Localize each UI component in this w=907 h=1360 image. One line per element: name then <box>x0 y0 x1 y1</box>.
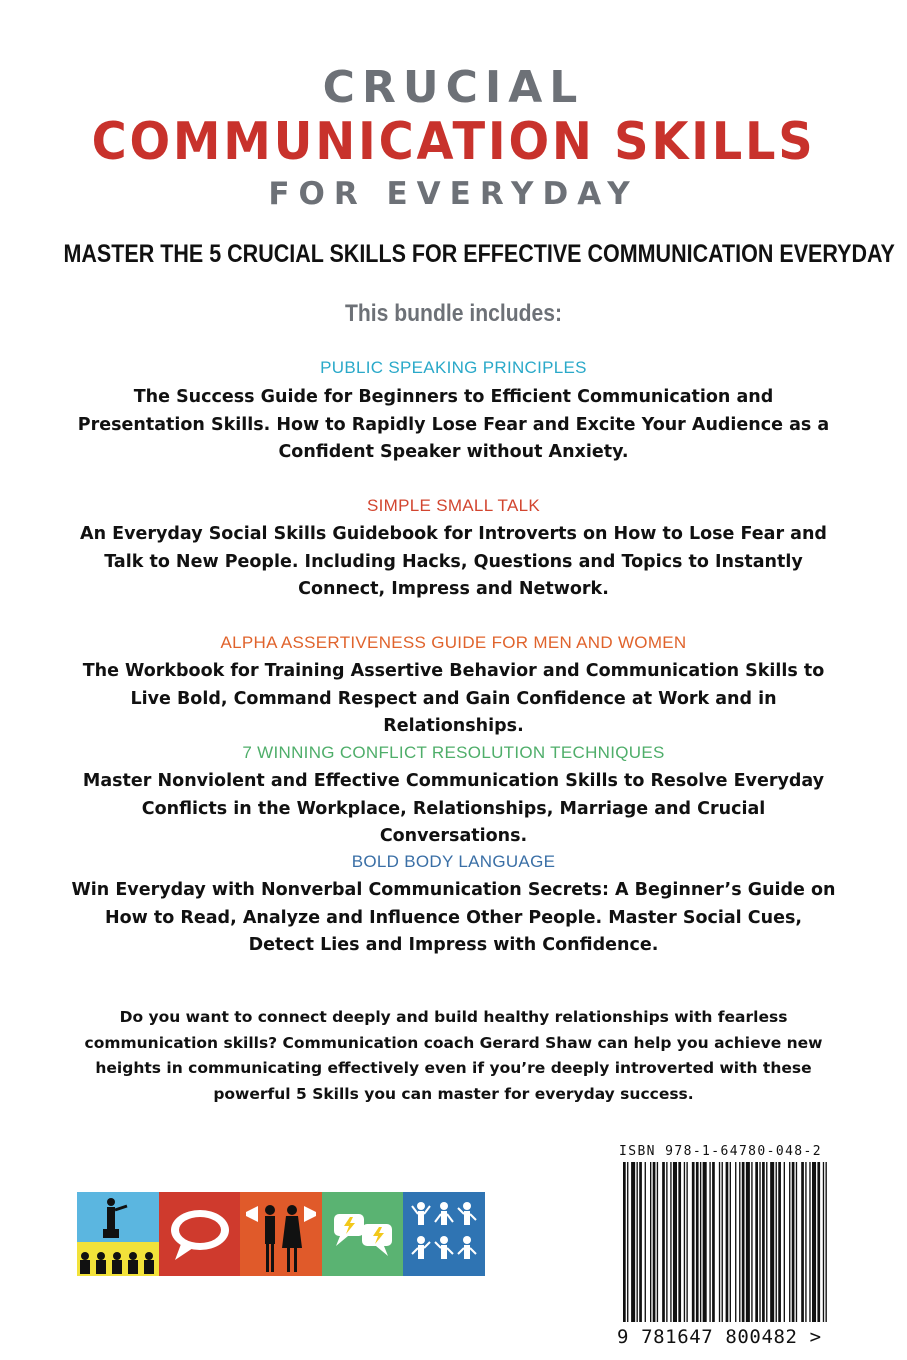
barcode-bar <box>759 1162 760 1322</box>
barcode-bar <box>739 1162 740 1322</box>
barcode <box>621 1162 831 1322</box>
section-title-small-talk: SIMPLE SMALL TALK <box>367 496 540 515</box>
barcode-bar <box>722 1162 723 1322</box>
barcode-bar <box>627 1162 628 1322</box>
section-body-assertiveness: The Workbook for Training Assertive Behavior and Communication Skills to Live Bold, Command Respect and Gain Confidence at Work and in Relationships. <box>82 661 825 736</box>
barcode-bar <box>746 1162 750 1322</box>
barcode-bar <box>719 1162 720 1322</box>
title-line-crucial: CRUCIAL <box>322 62 585 113</box>
barcode-bar <box>805 1162 806 1322</box>
barcode-number: 9 781647 800482 > <box>617 1326 822 1348</box>
barcode-bar <box>812 1162 816 1322</box>
barcode-bar <box>623 1162 626 1322</box>
barcode-bar <box>789 1162 790 1322</box>
barcode-bar <box>709 1162 710 1322</box>
barcode-bar <box>657 1162 658 1322</box>
barcode-bar <box>755 1162 758 1322</box>
section-body-small-talk: An Everyday Social Skills Guidebook for Introverts on How to Lose Fear and Talk to New People. Including Hacks, Questions and Topics to Instantly Connect, Impress and Network. <box>80 524 827 599</box>
bundle-includes-label: This bundle includes: <box>344 300 563 327</box>
barcode-bar <box>778 1162 781 1322</box>
megaphone-icon <box>240 1192 322 1276</box>
barcode-bar <box>817 1162 820 1322</box>
barcode-bar <box>653 1162 656 1322</box>
title-line-communication-skills: COMMUNICATION SKILLS <box>91 112 816 172</box>
body-language-icon <box>403 1192 485 1276</box>
barcode-bar <box>673 1162 677 1322</box>
barcode-bar <box>678 1162 681 1322</box>
barcode-bar <box>823 1162 824 1322</box>
barcode-bar <box>650 1162 651 1322</box>
barcode-bar <box>684 1162 685 1322</box>
conflict-bubbles-icon <box>322 1192 404 1276</box>
barcode-bar <box>796 1162 797 1322</box>
tagline: MASTER THE 5 CRUCIAL SKILLS FOR EFFECTIVE COMMUNICATION EVERYDAY <box>63 240 895 268</box>
back-cover-blurb: Do you want to connect deeply and build healthy relationships with fearless communication skills? Communication coach Gerard Shaw can help you achieve new heights in communicating effectively even if you’re deeply introverted with these powerful 5 Skills you can master for everyday success. <box>84 1008 823 1103</box>
barcode-bar <box>826 1162 827 1322</box>
section-body-body-language: Win Everyday with Nonverbal Communication Secrets: A Beginner’s Guide on How to Read, Analyze and Influence Other People. Master Social Cues, Detect Lies and Impress with Confidence. <box>71 880 836 955</box>
barcode-bar <box>784 1162 785 1322</box>
barcode-bar <box>670 1162 671 1322</box>
book-icons-strip <box>77 1192 485 1276</box>
barcode-bar <box>751 1162 752 1322</box>
barcode-bar <box>631 1162 635 1322</box>
barcode-bar <box>692 1162 695 1322</box>
barcode-bar <box>686 1162 687 1322</box>
barcode-bar <box>801 1162 804 1322</box>
barcode-bar <box>735 1162 736 1322</box>
barcode-bar <box>639 1162 642 1322</box>
barcode-bar <box>766 1162 767 1322</box>
barcode-bar <box>730 1162 731 1322</box>
barcode-bar <box>742 1162 745 1322</box>
barcode-bar <box>662 1162 665 1322</box>
section-body-public-speaking: The Success Guide for Beginners to Efficient Communication and Presentation Skills. How to Rapidly Lose Fear and Excite Your Audience as a Confident Speaker without Anxiety. <box>77 387 830 462</box>
barcode-bar <box>776 1162 777 1322</box>
barcode-bar <box>666 1162 667 1322</box>
barcode-bar <box>809 1162 810 1322</box>
section-body-conflict-resolution: Master Nonviolent and Effective Communication Skills to Resolve Everyday Conflicts in the Workplace, Relationships, Marriage and Crucial Conversations. <box>82 771 825 846</box>
barcode-bar <box>703 1162 707 1322</box>
barcode-bar <box>645 1162 646 1322</box>
barcode-bar <box>712 1162 715 1322</box>
barcode-bar <box>700 1162 701 1322</box>
section-title-public-speaking: PUBLIC SPEAKING PRINCIPLES <box>320 358 587 377</box>
barcode-bar <box>770 1162 774 1322</box>
barcode-bar <box>726 1162 729 1322</box>
title-line-for-everyday: FOR EVERYDAY <box>268 176 639 212</box>
section-title-assertiveness: ALPHA ASSERTIVENESS GUIDE FOR MEN AND WOMEN <box>220 633 687 652</box>
isbn-label: ISBN 978-1-64780-048-2 <box>619 1144 822 1159</box>
barcode-bar <box>696 1162 699 1322</box>
barcode-bar <box>637 1162 638 1322</box>
barcode-bar <box>762 1162 765 1322</box>
speech-bubble-icon <box>159 1192 241 1276</box>
section-title-conflict-resolution: 7 WINNING CONFLICT RESOLUTION TECHNIQUES <box>242 743 665 762</box>
section-title-body-language: BOLD BODY LANGUAGE <box>351 852 556 871</box>
barcode-bar <box>792 1162 795 1322</box>
public-speaking-icon <box>77 1192 159 1276</box>
